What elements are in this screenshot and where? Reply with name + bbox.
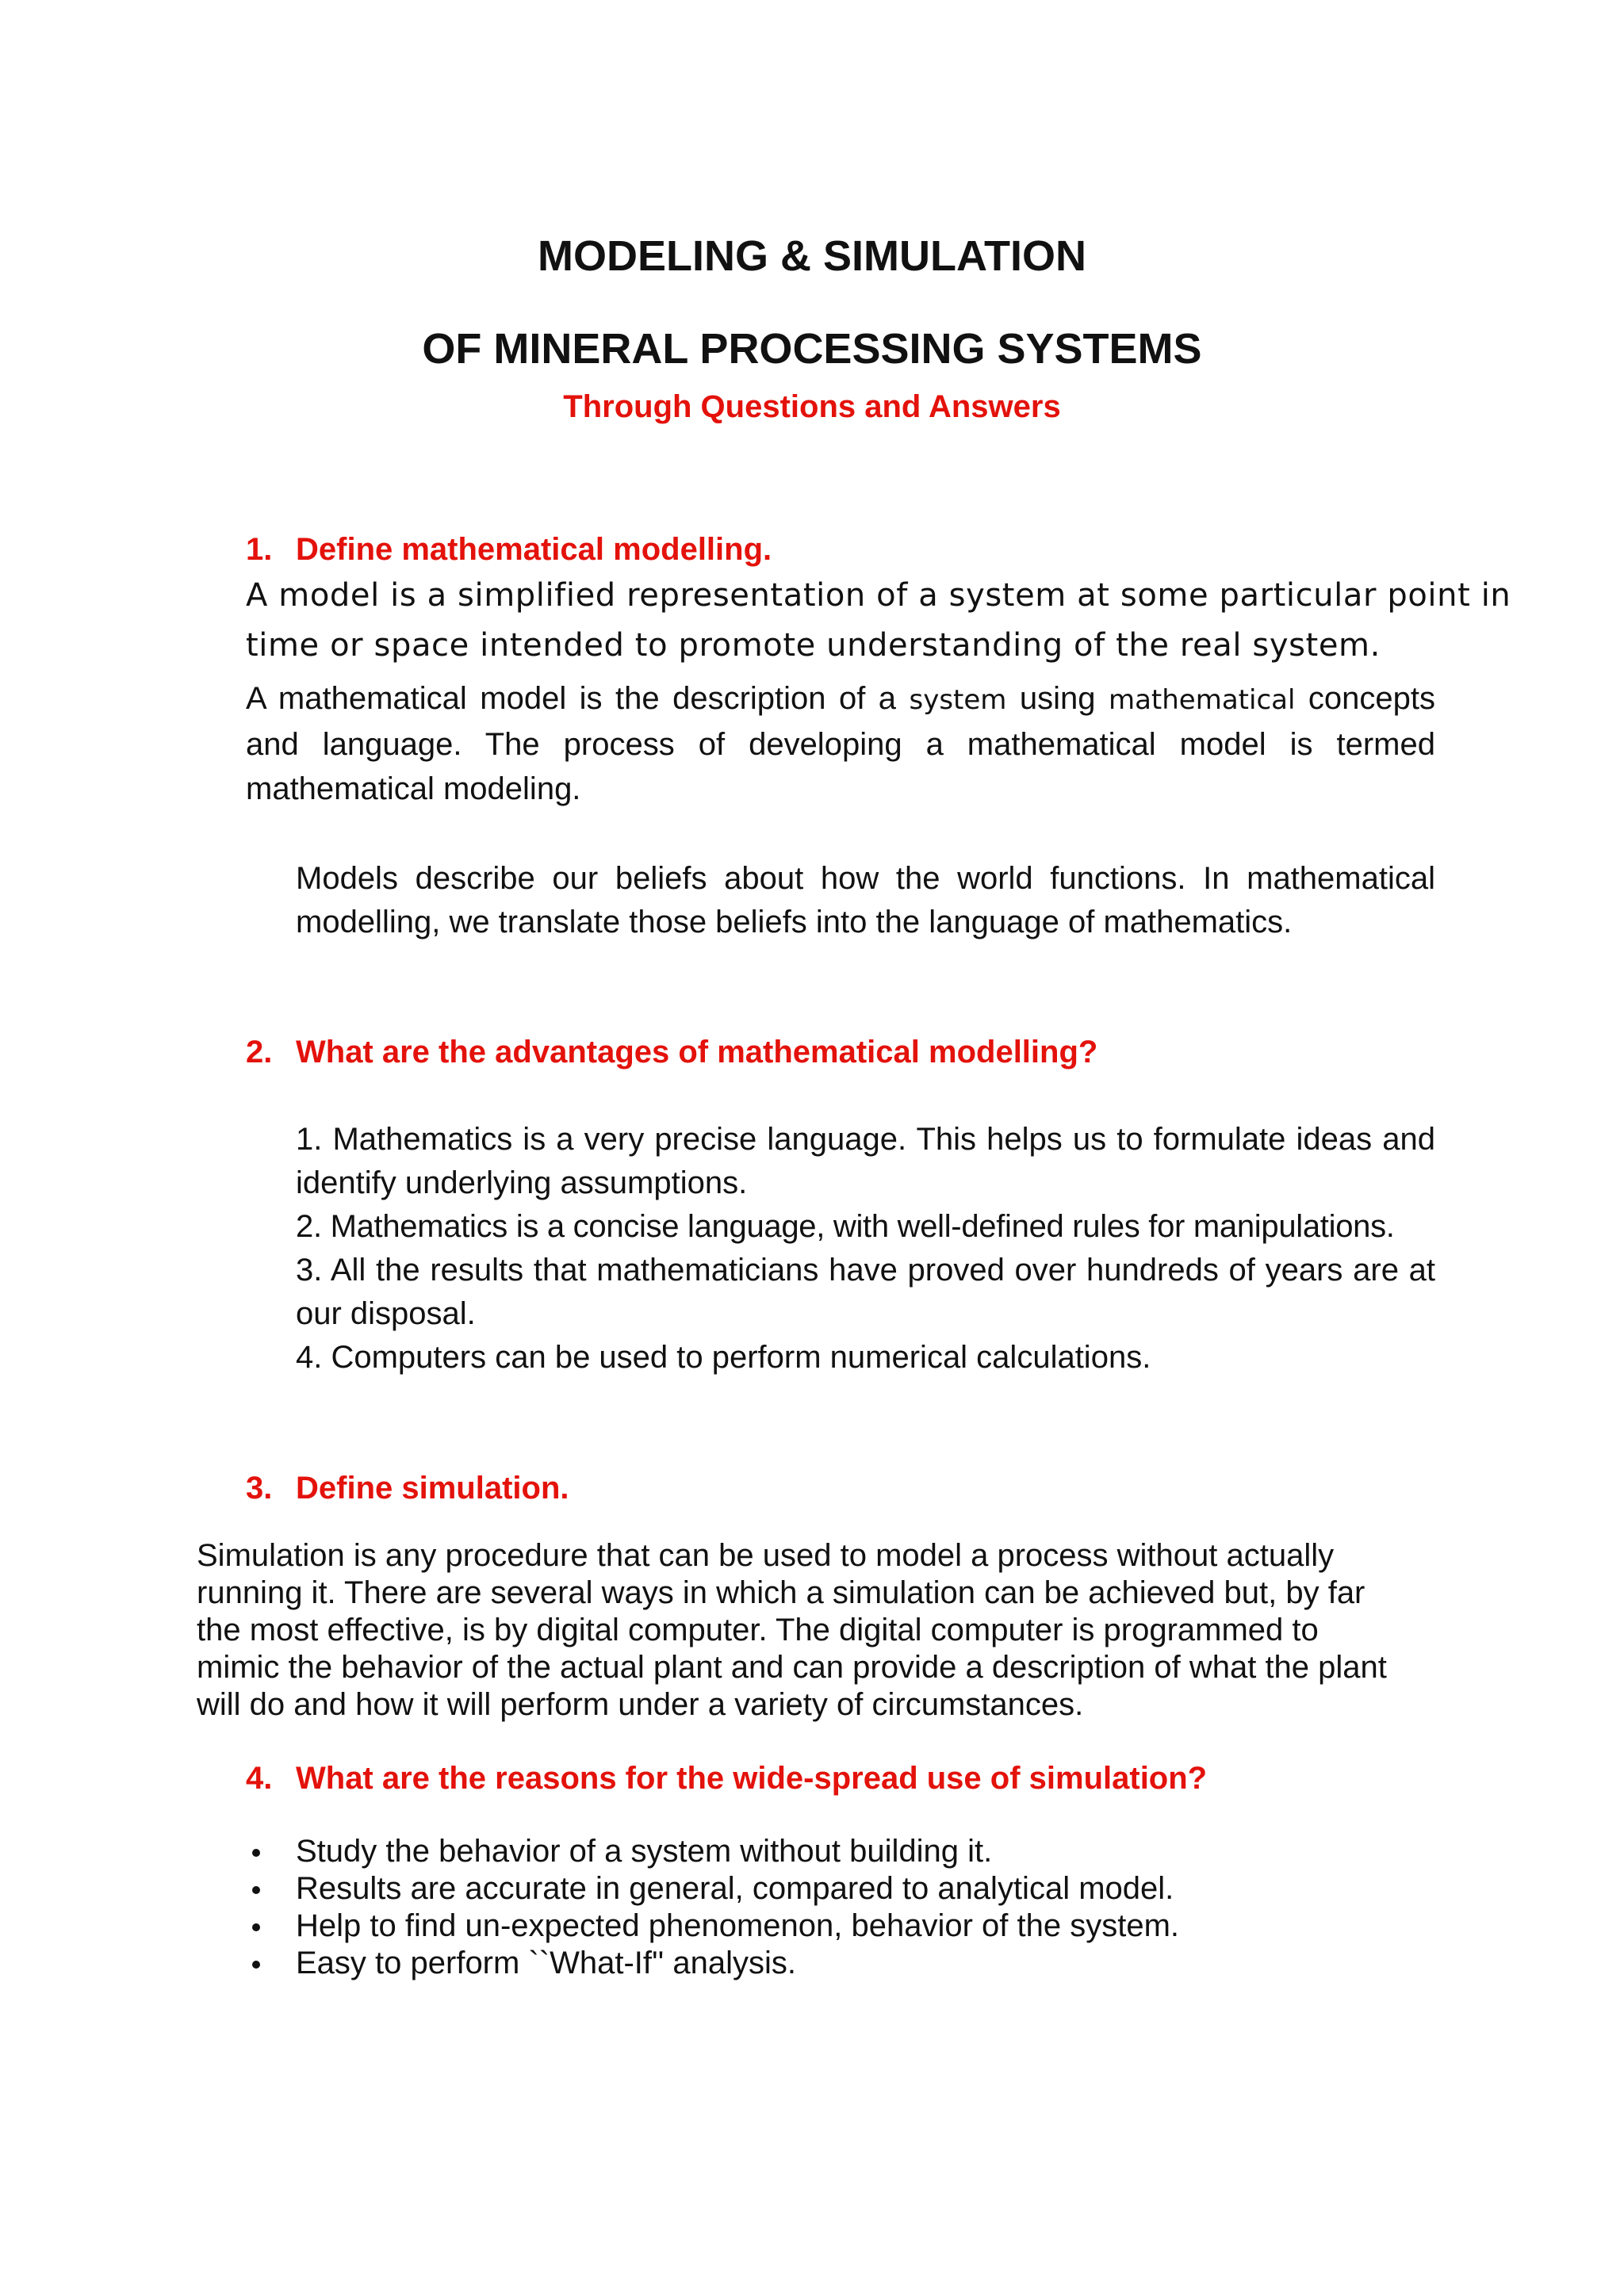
math-model-text-c: concepts and language. The process of developing a mathematical model is termed mathematical modeling. (246, 681, 1435, 806)
model-definition-line1: A model is a simplified representation of a system at some particular point in (246, 577, 1511, 614)
bullet-icon (252, 1886, 260, 1894)
advantage-item-1: 1. Mathematics is a very precise language. This helps us to formulate ideas and identify underlying assumptions. (296, 1122, 1435, 1200)
advantage-item-3: 3. All the results that mathematicians have proved over hundreds of years are at our disposal. (296, 1253, 1435, 1331)
advantage-item-4: 4. Computers can be used to perform numerical calculations. (296, 1340, 1151, 1375)
question-1-number: 1. (246, 532, 273, 567)
math-model-text-b: using (1006, 681, 1109, 716)
reason-text-4: Easy to perform ``What-If'' analysis. (296, 1946, 796, 1980)
question-3-text: Define simulation. (296, 1471, 569, 1506)
document-title-line1: MODELING & SIMULATION (538, 232, 1086, 280)
question-4-heading (246, 1762, 1207, 1794)
reason-text-3: Help to find un-expected phenomenon, behavior of the system. (296, 1908, 1180, 1943)
reason-text-1: Study the behavior of a system without building it. (296, 1834, 993, 1869)
question-4-reasons-list (246, 1833, 1179, 1982)
simulation-line-5: will do and how it will perform under a variety of circumstances. (197, 1687, 1084, 1722)
math-model-word-mathematical: mathematical (1108, 684, 1296, 716)
model-definition-line2: time or space intended to promote understanding of the real system. (246, 627, 1381, 664)
list-item (246, 1833, 1179, 1870)
question-2-text: What are the advantages of mathematical modelling? (296, 1035, 1098, 1070)
question-1-mathematical-model-paragraph (246, 676, 1435, 811)
bullet-icon (252, 1961, 260, 1969)
simulation-line-1: Simulation is any procedure that can be used to model a process without actually (197, 1538, 1335, 1573)
list-item (246, 1908, 1179, 1945)
question-1-text: Define mathematical modelling. (296, 532, 772, 567)
question-4-text: What are the reasons for the wide-spread use of simulation? (296, 1761, 1208, 1796)
bullet-icon (252, 1923, 260, 1931)
document-subtitle: Through Questions and Answers (563, 389, 1061, 424)
question-3-simulation-paragraph (197, 1537, 1465, 1724)
list-item (246, 1870, 1179, 1908)
math-model-text-a: A mathematical model is the description of a (246, 681, 910, 716)
question-2-number: 2. (246, 1035, 273, 1070)
question-2-advantages-list (296, 1118, 1435, 1380)
question-1-heading (246, 534, 772, 565)
question-1-model-definition (246, 571, 1511, 671)
question-3-heading (246, 1472, 569, 1504)
bullet-icon (252, 1849, 260, 1857)
reason-text-2: Results are accurate in general, compared to analytical model. (296, 1871, 1174, 1906)
question-2-heading (246, 1036, 1097, 1068)
question-4-number: 4. (246, 1761, 273, 1796)
document-title-line2: OF MINERAL PROCESSING SYSTEMS (422, 325, 1202, 373)
advantage-item-2: 2. Mathematics is a concise language, with well-defined rules for manipulations. (296, 1209, 1395, 1244)
question-1-beliefs-paragraph: Models describe our beliefs about how the world functions. In mathematical modelling, we translate those beliefs into the language of mathematics. (296, 861, 1435, 939)
simulation-line-2: running it. There are several ways in which a simulation can be achieved but, by far (197, 1575, 1365, 1610)
math-model-word-system: system (909, 684, 1007, 716)
simulation-line-3: the most effective, is by digital computer. The digital computer is programmed to (197, 1613, 1319, 1647)
question-3-number: 3. (246, 1471, 273, 1506)
list-item (246, 1945, 1179, 1982)
simulation-line-4: mimic the behavior of the actual plant and can provide a description of what the plant (197, 1650, 1387, 1685)
